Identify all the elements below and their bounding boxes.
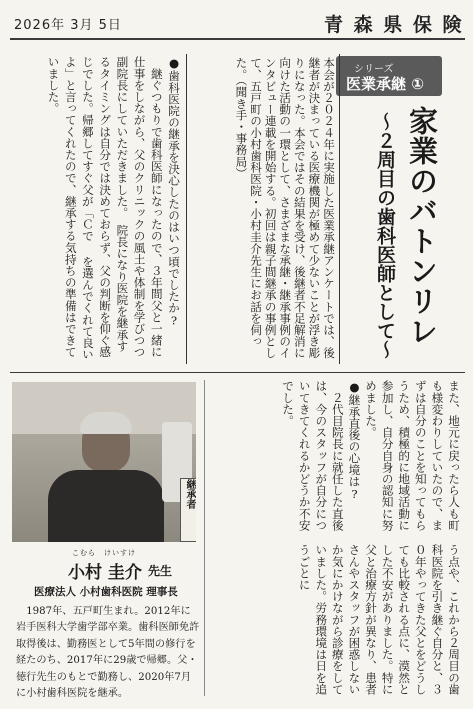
person-name: 小村 圭介 [68,563,142,583]
newspaper-title: 青 森 県 保 険 [324,14,464,36]
series-badge [336,56,442,96]
header-rule [10,38,465,40]
article-body-bottom: う点や、これから２周目の歯科医院を引き継ぐ自分と、３０年やってきた父とをどうしても比較される点に、漠然とした不安がありました。特に父と治療方針が異なり、患者さんやスタッフが困惑しないか気にかけながら診療をしていました。労務環境は日を追うごとに [297,544,461,695]
photo-caption [12,546,202,700]
doctor-body [48,470,164,542]
article-body-top: ●歯科医院の継承を決心したのはいつ頃でしたか? 継ぐつもりで歯科医師になったので、３年間父と一緒に仕事をしながら、父のクリニックの風土や体制を学びつつ副院長にしていただきました。 院長になり医院を継承するタイミングは自分では決めておらず、父の判断を仰ぐ感じでした。帰郷してすぐ父が「Ｃで を選んでくれて良いよ」と言ってくれたので、継承する気持ちの準備はできていました。 [46,56,181,360]
column-divider [204,380,205,696]
section-divider [10,372,465,373]
name-honorific: 先生 [148,564,173,578]
person-org: 医療法人 小村歯科医院 理事長 [34,586,178,598]
article-body-right: また、地元に戻ったら人も町も様変わりしていたので、まずは自分のことを知ってもらうため、積極的に地域活動に参加し、自分自身の認知に努めました。 ●継承直後の心境は? ２代目院長に就任した直後は、今のスタッフが自分についてきてくれるかどうか不安でした。 [281,380,461,531]
series-title: 医業承継 ① [346,75,424,93]
intro-box [186,54,340,364]
sign-text: 継承者 [184,479,195,509]
series-label: シリーズ [354,64,394,75]
headline-sub: 〜２周目の歯科医師として〜 [374,112,396,359]
intro-text: 本会が２０２４年に実施した医業承継アンケートでは、後継者が決まっている医療機関が極めて少ないことが浮き彫りになった。本会ではその結果を受け、後継者不足解消に向けた活動の一環として、さまざまな承継・継承事例のインタビュー連載を開始する。初回は親子間継承の事例として、五戸町の小村歯科医院・小村圭介先生にお話を伺った。（聞き手・事務局） [234,57,336,359]
page-header [0,0,473,40]
doctor-cap [80,412,132,434]
sign-board [180,478,196,542]
issue-date: 2026年 3月 5日 [14,18,122,33]
doctor-photo [12,382,196,542]
headline-main: 家業のバトンリレ [405,106,439,346]
name-ruby: こむら けいすけ [72,549,136,557]
person-bio: 1987年、五戸町生まれ。2012年に岩手医科大学歯学部卒業。歯科医師免許取得後は、勤務医として5年間の修行を経たのち、2017年に29歳で帰郷。父・徳行先生のもとで勤務し、2020年7月に小村歯科医院を継承。 [16,606,200,700]
